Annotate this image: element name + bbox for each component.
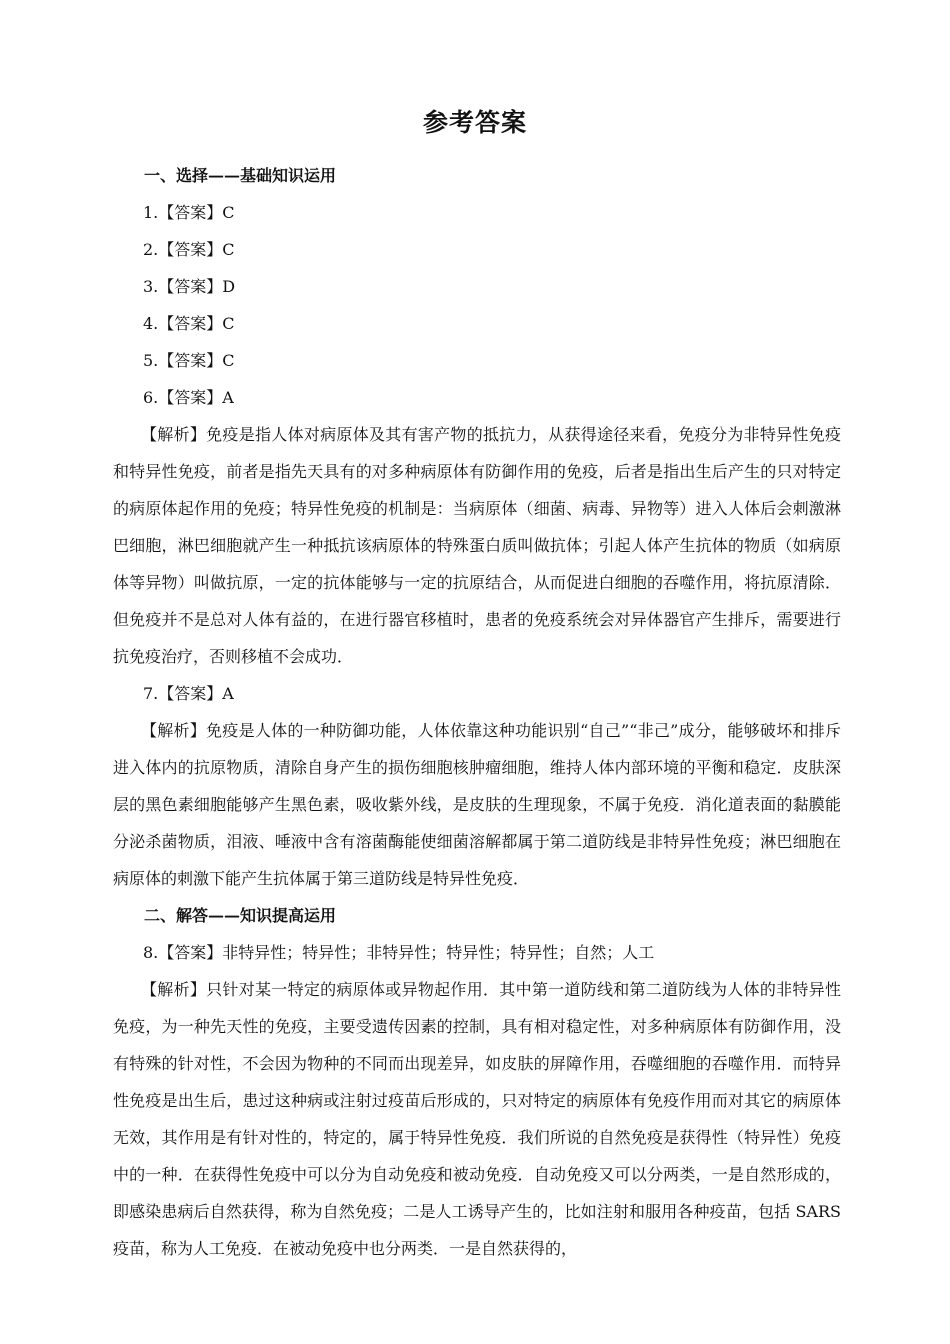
answer-line-7: 7.【答案】A (143, 684, 234, 703)
answer-line-4: 4.【答案】C (143, 314, 235, 333)
answer-content (113, 157, 841, 1267)
answer-line-8: 8.【答案】非特异性；特异性；非特异性；特异性；特异性；自然；人工 (143, 943, 655, 962)
page-title: 参考答案 (422, 108, 527, 137)
answer-line-1: 1.【答案】C (143, 203, 235, 222)
section-heading-choice: 一、选择——基础知识运用 (144, 166, 337, 185)
section-heading-solution: 二、解答——知识提高运用 (144, 906, 337, 925)
analysis-paragraph-8: 【解析】只针对某一特定的病原体或异物起作用．其中第一道防线和第二道防线为人体的非特异性免疫，为一种先天性的免疫，主要受遗传因素的控制，具有相对稳定性，对多种病原体有防御作用，没有特殊的针对性，不会因为物种的不同而出现差异，如皮肤的屏障作用，吞噬细胞的吞噬作用．而特异性免疫是出生后，患过这种病或注射过疫苗后形成的，只对特定的病原体有免疫作用而对其它的病原体无效，其作用是有针对性的，特定的，属于特异性免疫．我们所说的自然免疫是获得性（特异性）免疫中的一种．在获得性免疫中可以分为自动免疫和被动免疫．自动免疫又可以分两类，一是自然形成的，即感染患病后自然获得，称为自然免疫；二是人工诱导产生的，比如注射和服用各种疫苗，包括 SARS 疫苗，称为人工免疫．在被动免疫中也分两类．一是自然获得的， (113, 980, 841, 1258)
answer-line-6: 6.【答案】A (143, 388, 234, 407)
analysis-paragraph-6: 【解析】免疫是指人体对病原体及其有害产物的抵抗力，从获得途径来看，免疫分为非特异性免疫和特异性免疫，前者是指先天具有的对多种病原体有防御作用的免疫，后者是指出生后产生的只对特定的病原体起作用的免疫；特异性免疫的机制是：当病原体（细菌、病毒、异物等）进入人体后会刺激淋巴细胞，淋巴细胞就产生一种抵抗该病原体的特殊蛋白质叫做抗体；引起人体产生抗体的物质（如病原体等异物）叫做抗原，一定的抗体能够与一定的抗原结合，从而促进白细胞的吞噬作用，将抗原清除．但免疫并不是总对人体有益的，在进行器官移植时，患者的免疫系统会对异体器官产生排斥，需要进行抗免疫治疗，否则移植不会成功． (113, 425, 841, 666)
answer-line-3: 3.【答案】D (143, 277, 236, 296)
answer-line-5: 5.【答案】C (143, 351, 235, 370)
analysis-paragraph-7: 【解析】免疫是人体的一种防御功能，人体依靠这种功能识别“自己”“非己”成分，能够破坏和排斥进入体内的抗原物质，清除自身产生的损伤细胞核肿瘤细胞，维持人体内部环境的平衡和稳定．皮肤深层的黑色素细胞能够产生黑色素，吸收紫外线，是皮肤的生理现象，不属于免疫．消化道表面的黏膜能分泌杀菌物质，泪液、唾液中含有溶菌酶能使细菌溶解都属于第二道防线是非特异性免疫；淋巴细胞在病原体的刺激下能产生抗体属于第三道防线是特异性免疫． (113, 721, 841, 888)
answer-line-2: 2.【答案】C (143, 240, 235, 259)
